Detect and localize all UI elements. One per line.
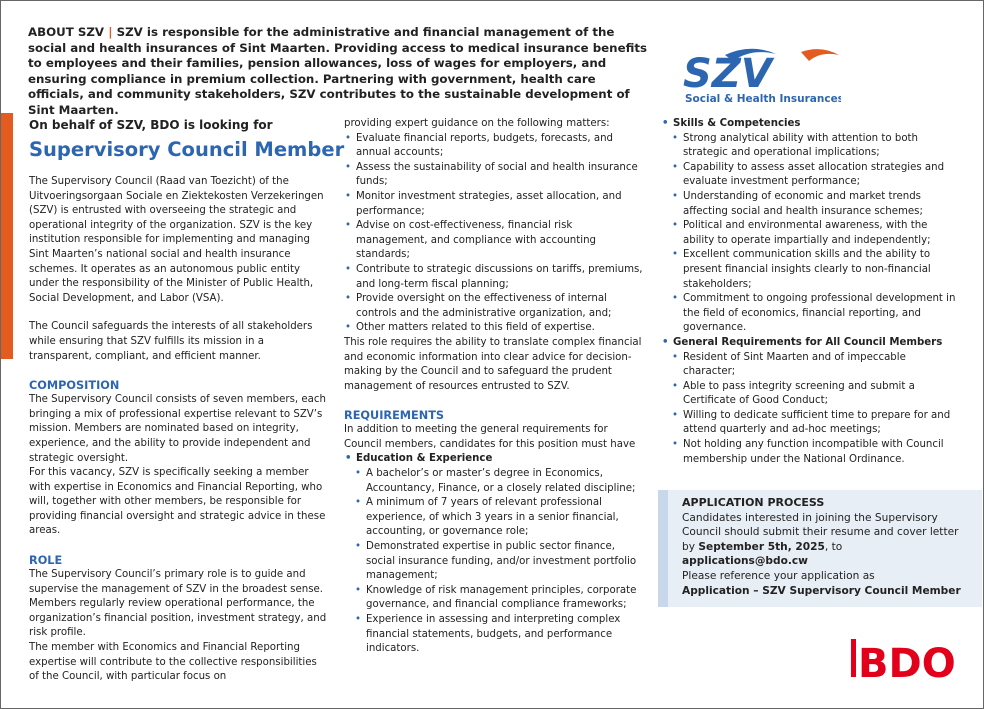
list-item: • Resident of Sint Maarten and of impeccable character; — [671, 351, 961, 380]
list-item: • Not holding any function incompatible with Council membership under the National Ordinance. — [671, 438, 961, 467]
list-item: • Capability to assess asset allocation strategies and evaluate investment performance; — [671, 161, 961, 190]
bdo-logo-graphic — [849, 635, 961, 683]
list-item: • Demonstrated expertise in public sector finance, social insurance funding, and/or investment portfolio management; — [354, 540, 646, 584]
intro-paragraph-2: The Council safeguards the interests of all stakeholders while ensuring that SZV fulfills its mission in a transparent, compliant, and efficient manner. — [29, 321, 313, 362]
list-item: • Advise on cost-effectiveness, financial risk management, and compliance with accounting standards; — [344, 219, 646, 263]
application-heading: APPLICATION PROCESS — [682, 496, 825, 509]
role-matters-list — [344, 132, 646, 336]
requirements-heading: REQUIREMENTS — [344, 409, 445, 423]
bdo-logo-wordmark: BDO — [858, 641, 956, 683]
accent-bar — [1, 113, 13, 359]
list-item: • Experience in assessing and interpreting complex financial statements, budgets, and performance indicators. — [354, 613, 646, 657]
education-block — [344, 452, 646, 467]
role-closing: This role requires the ability to translate complex financial and economic information into clear advice for decision-making by the Council and to safeguard the prudent management of resources entrusted to SZV. — [344, 336, 642, 392]
szv-logo-graphic — [681, 45, 841, 107]
column-right — [661, 117, 961, 467]
about-separator: | — [108, 25, 113, 39]
position-title: Supervisory Council Member — [29, 138, 345, 161]
list-item: • Evaluate financial reports, budgets, forecasts, and annual accounts; — [344, 132, 646, 161]
role-heading: ROLE — [29, 554, 63, 568]
list-item: • A minimum of 7 years of relevant professional experience, of which 3 years in a senior financial, accounting, or governance role; — [354, 496, 646, 540]
list-item: • Able to pass integrity screening and submit a Certificate of Good Conduct; — [671, 380, 961, 409]
composition-heading: COMPOSITION — [29, 379, 120, 393]
skills-block — [661, 117, 961, 132]
role-paragraph-1: The Supervisory Council’s primary role is to guide and supervise the management of SZV in the broadest sense. Members regularly review operational performance, the organization’s financial position, investment strategy, and risk profile. — [29, 569, 327, 639]
intro-paragraph-1: The Supervisory Council (Raad van Toezicht) of the Uitvoeringsorgaan Sociale en Ziektekosten Verzekeringen (SZV) is entrusted with overseeing the strategic and operational integrity of the organization. SZV is the key institution responsible for implementing and managing Sint Maarten’s national social and health insurance schemes. It operates as an autonomous public entity under the responsibility of the Minister of Public Health, Social Development, and Labor (VSA). — [29, 176, 324, 304]
list-item: • Excellent communication skills and the ability to present financial insights clearly to non-financial stakeholders; — [671, 248, 961, 292]
looking-for-text: On behalf of SZV, BDO is looking for — [29, 118, 273, 132]
composition-paragraph-1: The Supervisory Council consists of seven members, each bringing a mix of professional expertise relevant to SZV’s mission. Members are nominated based on integrity, experience, and the ability to provide independent and strategic oversight. — [29, 394, 326, 464]
about-szv — [28, 25, 648, 119]
education-list — [344, 467, 646, 657]
application-text — [682, 511, 974, 555]
list-item: • Strong analytical ability with attention to both strategic and operational implications; — [671, 132, 961, 161]
requirements-intro: In addition to meeting the general requirements for Council members, candidates for this position must have — [344, 424, 636, 450]
application-deadline: September 5th, 2025 — [698, 540, 825, 553]
general-heading: • General Requirements for All Council Members — [661, 336, 961, 351]
column-left — [29, 117, 345, 685]
bdo-logo-bar — [851, 639, 856, 677]
list-item: • Contribute to strategic discussions on tariffs, premiums, and long-term fiscal planning; — [344, 263, 646, 292]
application-reference: Application – SZV Supervisory Council Member — [682, 584, 961, 597]
application-reference-text: Please reference your application as — [682, 569, 875, 582]
application-text-before: Candidates interested in joining the Supervisory Council should submit their resume and cover letter by — [682, 511, 959, 553]
list-item: • Provide oversight on the effectiveness of internal controls and the administrative organization, and; — [344, 292, 646, 321]
application-text-to: , to — [824, 540, 843, 553]
list-item: • Knowledge of risk management principles, corporate governance, and financial compliance frameworks; — [354, 584, 646, 613]
list-item: • Understanding of economic and market trends affecting social and health insurance schemes; — [671, 190, 961, 219]
column-middle — [344, 117, 646, 657]
about-label: ABOUT SZV — [28, 25, 105, 39]
list-item: • Monitor investment strategies, asset allocation, and performance; — [344, 190, 646, 219]
about-text: SZV is responsible for the administrative and financial management of the social and health insurances of Sint Maarten. Providing access to medical insurance benefits to employees and their families, pension allowances, loss of wages for employers, and ensuring compliance in premium collection. Partnering with government, health care officials, and community stakeholders, SZV contributes to the sustainable development of Sint Maarten. — [28, 25, 647, 117]
general-block — [661, 336, 961, 351]
composition-paragraph-2: For this vacancy, SZV is specifically seeking a member with expertise in Economics and Financial Reporting, who will, together with other members, be responsible for providing financial oversight and strategic advice in these areas. — [29, 467, 326, 537]
bdo-logo — [849, 635, 961, 683]
szv-logo — [681, 45, 841, 107]
list-item: • Commitment to ongoing professional development in the field of economics, financial reporting, and governance. — [671, 292, 961, 336]
role-paragraph-2: The member with Economics and Financial Reporting expertise will contribute to the collective responsibilities of the Council, with particular focus on — [29, 642, 317, 683]
list-item: • A bachelor’s or master’s degree in Economics, Accountancy, Finance, or a closely related discipline; — [354, 467, 646, 496]
list-item: • Assess the sustainability of social and health insurance funds; — [344, 161, 646, 190]
list-item: • Political and environmental awareness, with the ability to operate impartially and independently; — [671, 219, 961, 248]
list-item: • Willing to dedicate sufficient time to prepare for and attend quarterly and ad-hoc meetings; — [671, 409, 961, 438]
skills-list — [661, 132, 961, 336]
szv-logo-swoosh-orange — [801, 49, 839, 61]
application-email[interactable]: applications@bdo.cw — [682, 555, 808, 568]
role-continuation: providing expert guidance on the following matters: — [344, 118, 610, 129]
skills-heading: • Skills & Competencies — [661, 117, 961, 132]
education-heading: • Education & Experience — [344, 452, 646, 467]
list-item: • Other matters related to this field of expertise. — [344, 321, 646, 336]
application-box — [658, 490, 982, 607]
szv-logo-wordmark: SZV — [683, 51, 772, 97]
general-list — [661, 351, 961, 468]
szv-logo-tagline: Social & Health Insurances — [685, 93, 841, 105]
